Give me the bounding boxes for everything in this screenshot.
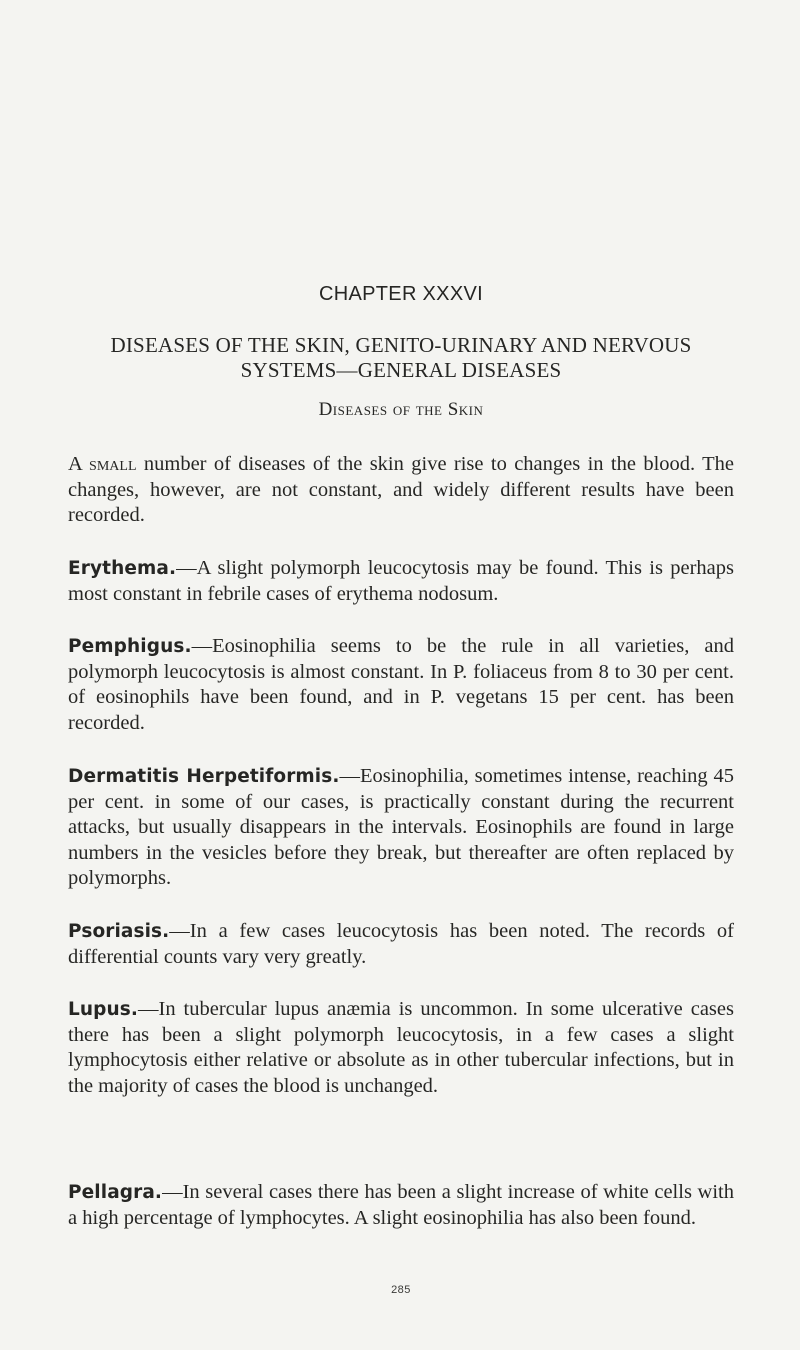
entry-text: —In tubercular lupus anæmia is uncommon. In some ulcerative cases there has been a slight polymorph leucocytosis, in a few cases a slight lymphocytosis either relative or absolute as in other tubercular infections, but in the majority of cases the blood is unchanged. [68, 998, 734, 1097]
entry-heading: Psoriasis. [68, 921, 170, 942]
entry-text: —Eosinophilia, sometimes intense, reaching 45 per cent. in some of our cases, is practically constant during the recurrent attacks, but usually disappears in the intervals. Eosinophils are found in large numbers in the vesicles before they break, but thereafter are often replaced by polymorphs. [68, 765, 734, 889]
entry-text: —In several cases there has been a slight increase of white cells with a high percentage of lymphocytes. A slight eosinophilia has also been found. [68, 1181, 734, 1229]
entry-text: —A slight polymorph leucocytosis may be found. This is perhaps most constant in febrile cases of erythema nodosum. [68, 557, 734, 605]
entry-lupus [68, 997, 734, 1099]
entry-text: —In a few cases leucocytosis has been noted. The records of differential counts vary very greatly. [68, 920, 734, 968]
entry-heading: Erythema. [68, 558, 177, 579]
section-heading: Diseases of the Skin [318, 399, 484, 420]
entry-heading: Pellagra. [68, 1182, 163, 1203]
entry-text: —Eosinophilia seems to be the rule in all varieties, and polymorph leucocytosis is almost constant. In P. foliaceus from 8 to 30 per cent. of eosinophils have been found, and in P. vegetans 15 per cent. has been recorded. [68, 635, 734, 734]
intro-text: number of diseases of the skin give rise to changes in the blood. The changes, however, are not constant, and widely different results have been recorded. [68, 453, 735, 526]
chapter-title [68, 333, 734, 383]
chapter-number: CHAPTER XXXVI [319, 283, 483, 305]
page-number: 285 [391, 1284, 411, 1296]
chapter-title-line-1: DISEASES OF THE SKIN, GENITO-URINARY AND NERVOUS [110, 333, 692, 357]
book-page [68, 0, 734, 1350]
intro-paragraph [68, 452, 734, 529]
chapter-title-line-2: SYSTEMS—GENERAL DISEASES [240, 358, 562, 382]
entry-psoriasis [68, 919, 734, 970]
entry-pellagra [68, 1180, 734, 1231]
entry-pemphigus [68, 634, 734, 736]
entry-dermatitis-herpetiformis [68, 764, 734, 892]
entry-erythema [68, 556, 734, 607]
entry-heading: Pemphigus. [68, 636, 192, 657]
entry-heading: Dermatitis Herpetiformis. [68, 766, 340, 787]
entry-heading: Lupus. [68, 999, 139, 1020]
intro-lead: A small [68, 453, 137, 475]
